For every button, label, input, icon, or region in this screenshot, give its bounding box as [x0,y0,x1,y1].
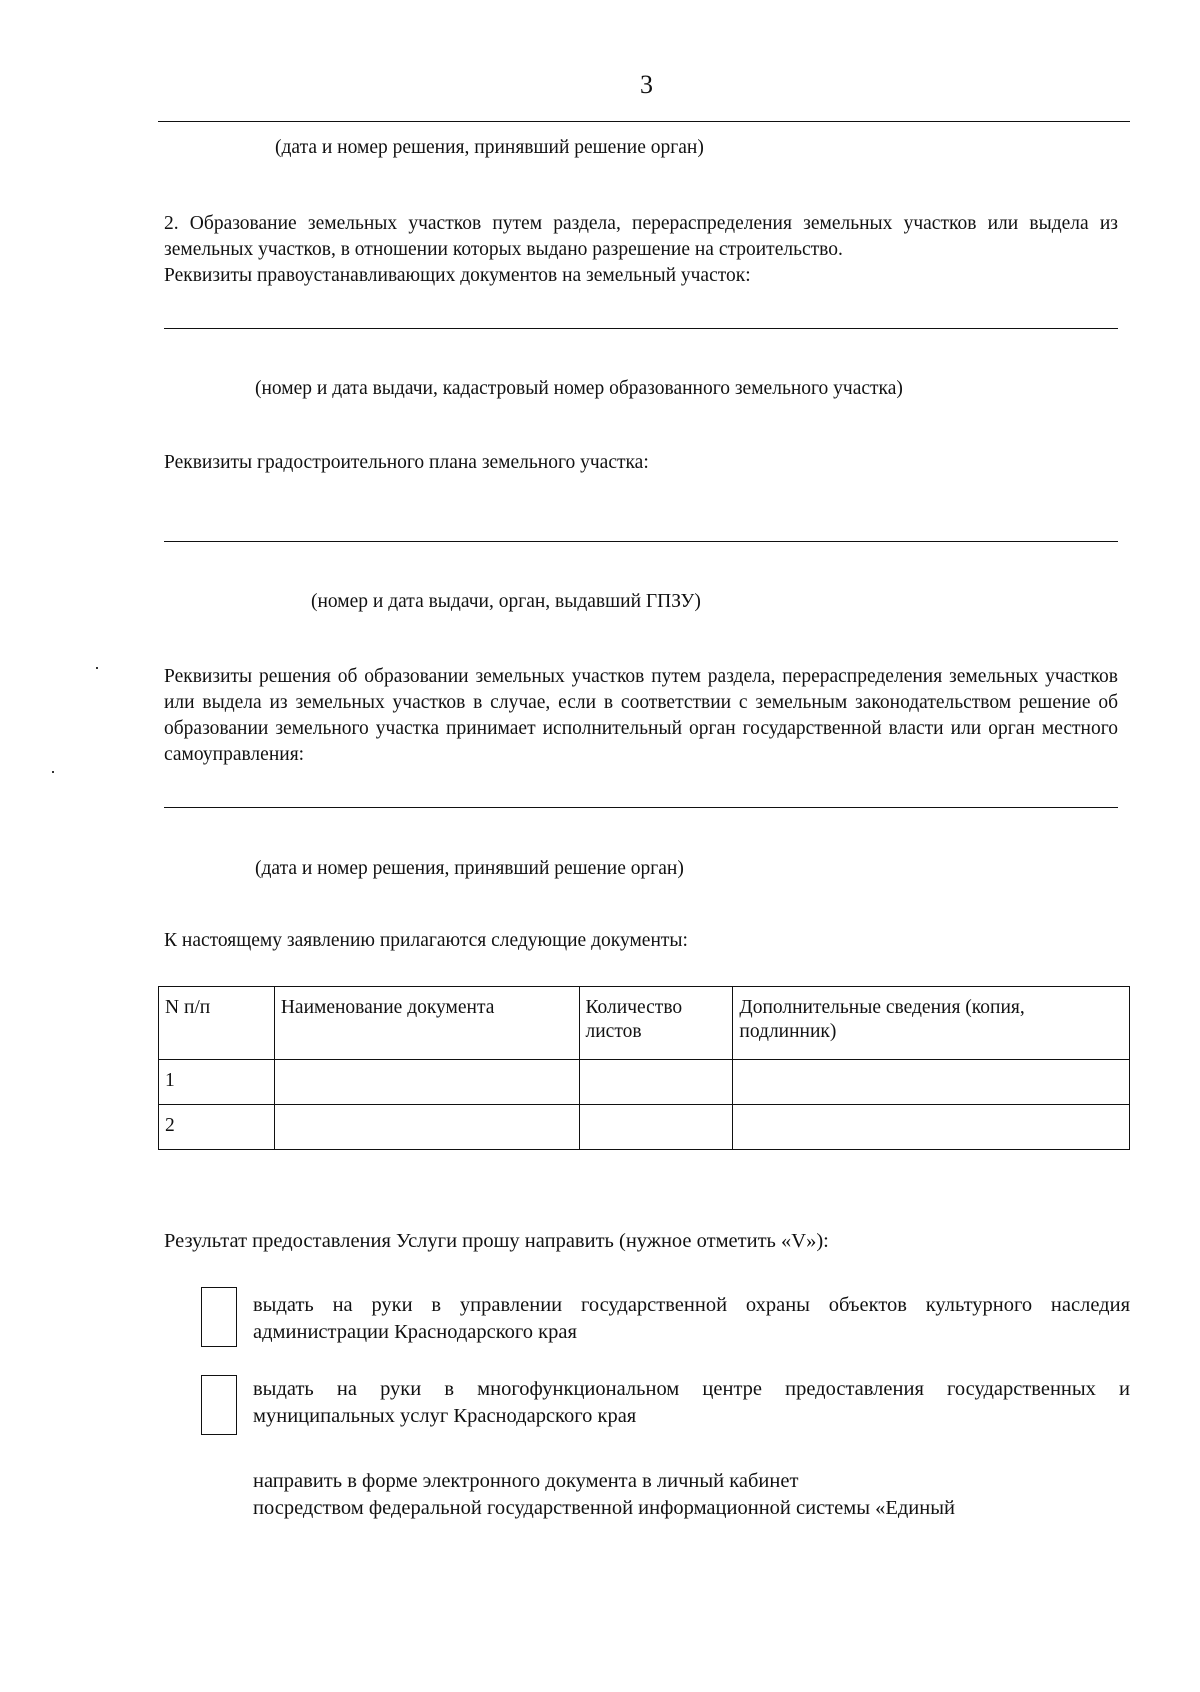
scan-speck [52,771,54,773]
additional-info-cell[interactable] [733,1105,1130,1150]
header-cell-number: N п/п [159,987,275,1060]
row-number-cell: 2 [159,1105,275,1150]
table-row [159,1060,1130,1105]
sheet-count-cell[interactable] [579,1105,733,1150]
additional-info-cell[interactable] [733,1060,1130,1105]
table-row [159,1105,1130,1150]
attachments-table [158,986,1130,1150]
option-label-electronic-line1: направить в форме электронного документа в личный кабинет [253,1470,799,1492]
header-cell-additional-info: Дополнительные сведения (копия, подлинник) [733,987,1130,1060]
header-cell-sheet-count: Количество листов [579,987,733,1060]
decision-field-line[interactable] [164,807,1118,808]
result-heading: Результат предоставления Услуги прошу направить (нужное отметить «V»): [164,1230,829,1252]
section-2-paragraph: 2. Образование земельных участков путем раздела, перераспределения земельных участков или выдела из земельных участков, в отношении которых выдано разрешение на строительство. [164,213,1118,260]
document-name-cell[interactable] [274,1060,579,1105]
attachments-intro: К настоящему заявлению прилагаются следующие документы: [164,930,688,951]
decision-field-line-top [158,121,1130,122]
option-label-mfc: выдать на руки в многофункциональном центре предоставления государственных и муниципальных услуг Краснодарского края [253,1378,1130,1427]
page-number: 3 [640,70,653,99]
sheet-count-cell[interactable] [579,1060,733,1105]
caption-decision: (дата и номер решения, принявший решение орган) [255,858,684,879]
title-rights-documents: Реквизиты правоустанавливающих документов на земельный участок: [164,265,751,286]
option-checkbox-mfc[interactable] [201,1375,237,1435]
rights-documents-field-line[interactable] [164,328,1118,329]
gpzu-field-line[interactable] [164,541,1118,542]
option-label-electronic-line2: посредством федеральной государственной информационной системы «Единый [253,1497,955,1519]
option-checkbox-ogo[interactable] [201,1287,237,1347]
row-number-cell: 1 [159,1060,275,1105]
header-cell-document-name: Наименование документа [274,987,579,1060]
decision-paragraph: Реквизиты решения об образовании земельных участков путем раздела, перераспределения земельных участков или выдела из земельных участков в случае, если в соответствии с земельным законодательством решение об образовании земельного участка принимает исполнительный орган государственной власти или орган местного самоуправления: [164,666,1118,765]
scan-speck [96,667,98,669]
caption-decision-top: (дата и номер решения, принявший решение орган) [275,137,704,158]
option-label-ogo: выдать на руки в управлении государственной охраны объектов культурного наследия администрации Краснодарского края [253,1294,1130,1343]
caption-gpzu: (номер и дата выдачи, орган, выдавший ГПЗУ) [311,591,701,612]
caption-cadastral-number: (номер и дата выдачи, кадастровый номер образованного земельного участка) [255,378,903,399]
title-gpzu: Реквизиты градостроительного плана земельного участка: [164,452,649,473]
table-header-row [159,987,1130,1060]
document-name-cell[interactable] [274,1105,579,1150]
